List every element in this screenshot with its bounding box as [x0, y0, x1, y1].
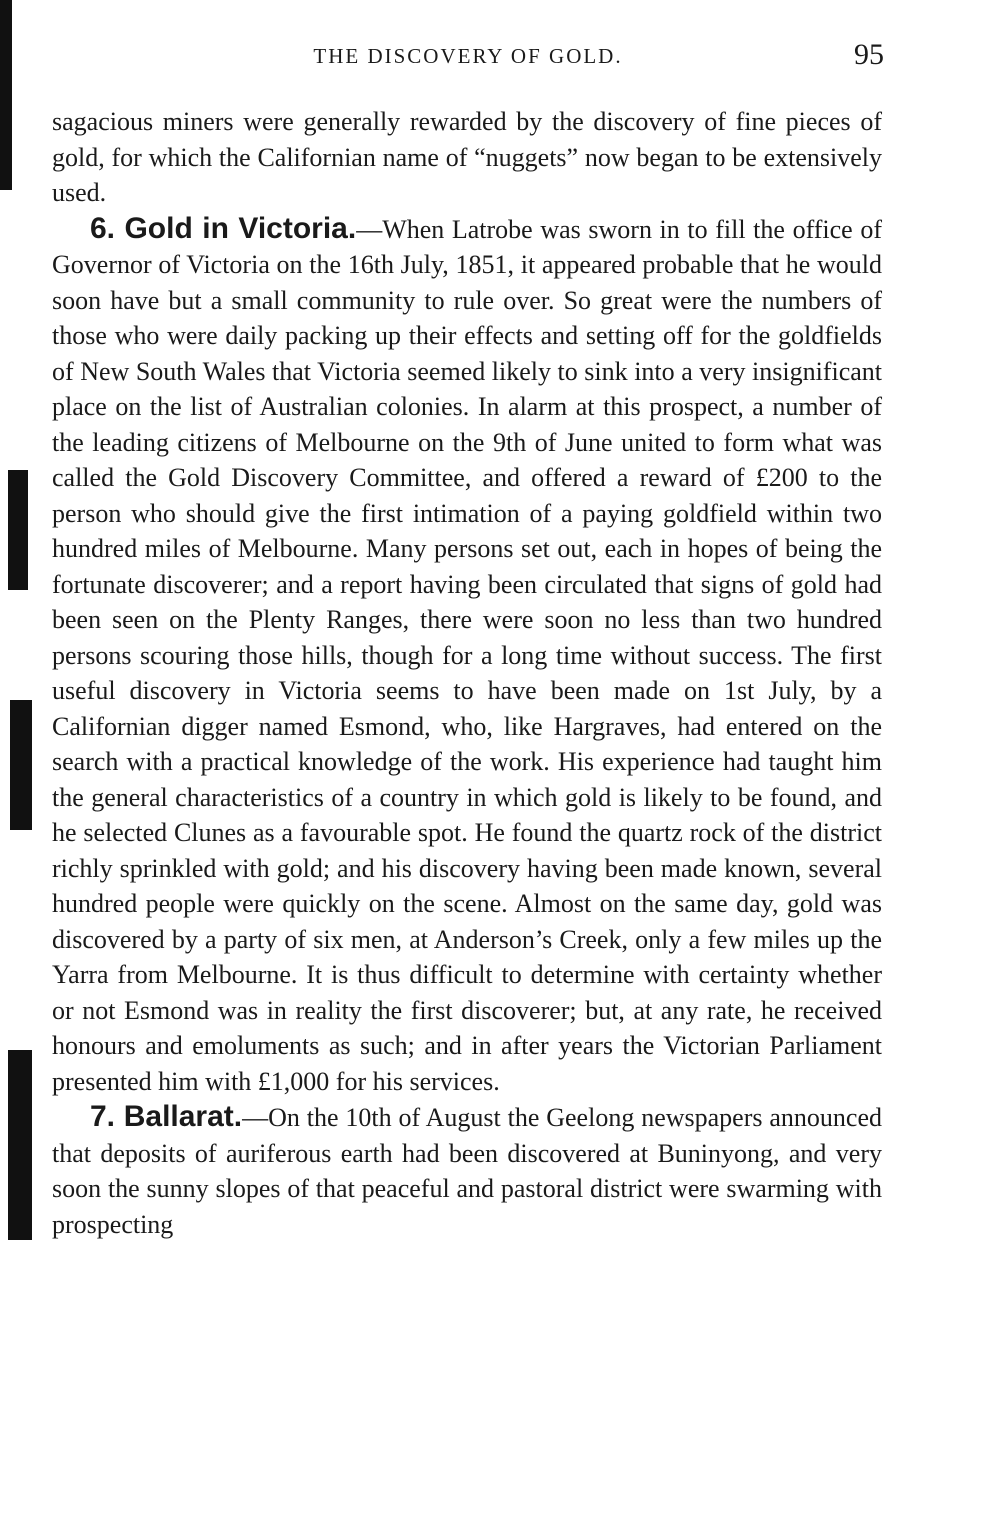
- paragraph-text: —When Latrobe was sworn in to fill the office of Governor of Victoria on the 16th July, 1851, it appeared probable that he would soon have but a small community to rule over. So great were the numbers of those who were daily packing up their effects and setting off for the goldfields of New South Wales that Victoria seemed likely to sink into a very insignificant place on the list of Australian colonies. In alarm at this prospect, a number of the leading citizens of Melbourne on the 9th of June united to form what was called the Gold Discovery Committee, and offered a reward of £200 to the person who should give the first intimation of a paying goldfield within two hundred miles of Melbourne. Many persons set out, each in hopes of being the fortunate discoverer; and a report having been circulated that signs of gold had been seen on the Plenty Ranges, there were soon no less than two hundred persons scouring those hills, though for a long time without success. The first useful discovery in Victoria seems to have been made on 1st July, by a Californian digger named Esmond, who, like Hargraves, had entered on the search with a practical knowledge of the work. His experience had taught him the general characteristics of a country in which gold is likely to be found, and he selected Clunes as a favourable spot. He found the quartz rock of the district richly sprinkled with gold; and his discovery having been made known, several hundred people were quickly on the scene. Almost on the same day, gold was discovered by a party of six men, at Anderson’s Creek, only a few miles up the Yarra from Melbourne. It is thus difficult to determine with certainty whether or not Esmond was in reality the first discoverer; but, at any rate, he received honours and emoluments as such; and in after years the Victorian Parliament presented him with £1,000 for his services.: [52, 214, 882, 1096]
- page-number: 95: [854, 38, 884, 71]
- running-title: THE DISCOVERY OF GOLD.: [313, 44, 623, 68]
- paragraph-continuation: sagacious miners were generally rewarded by the discovery of fine pieces of gold, for which the Californian name of “nuggets” now began to be extensively used.: [52, 107, 882, 207]
- text-body: [52, 104, 882, 1242]
- paragraph-text: —On the 10th of August the Geelong newspapers announced that deposits of auriferous earth had been discovered at Buninyong, and very soon the sunny slopes of that peaceful and pastoral district were swarming with prospecting: [52, 1103, 882, 1239]
- scan-edge-mark: [10, 700, 32, 830]
- paragraph-ballarat: [52, 1099, 882, 1242]
- paragraph-gold-in-victoria: [52, 211, 882, 1100]
- section-heading: 6. Gold in Victoria.: [90, 211, 357, 245]
- scan-edge-mark: [8, 1050, 32, 1240]
- page-header: [52, 38, 884, 80]
- scan-edge-mark: [0, 0, 12, 190]
- scan-edge-mark: [8, 470, 28, 590]
- section-heading: 7. Ballarat.: [90, 1100, 243, 1133]
